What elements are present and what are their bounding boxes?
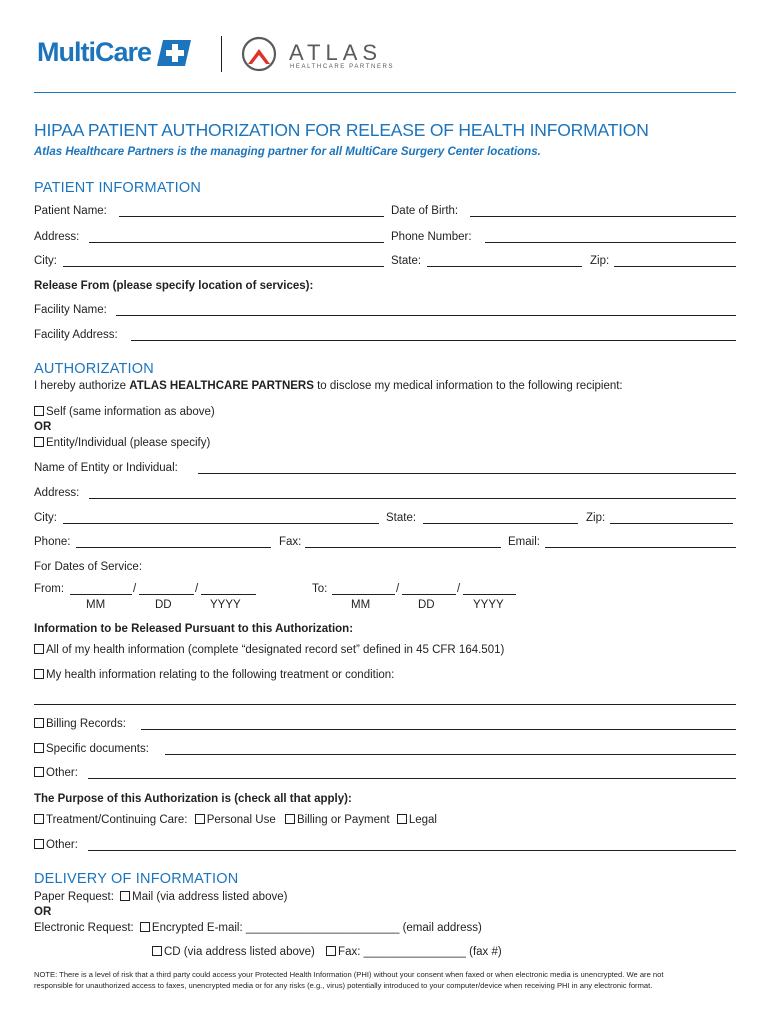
legal-checkbox[interactable] — [397, 814, 407, 824]
specific-documents-option[interactable] — [34, 742, 149, 756]
privacy-note-line-1: NOTE: There is a level of risk that a third party could access your Protected Health Information (PHI) without your consent when faxed or when electronic media is unencrypted. We are not — [34, 970, 664, 979]
specific-documents-checkbox[interactable] — [34, 743, 44, 753]
recipient-city-label: City: — [34, 512, 57, 524]
address-field[interactable] — [89, 242, 384, 243]
personal-use-checkbox[interactable] — [195, 814, 205, 824]
authorization-intro — [34, 379, 623, 393]
privacy-note-line-2: responsible for unauthorized access to faxes, unencrypted media or for any risks (e.g., virus) potentially introduced to your computer/device when receiving PHI in any electronic format. — [34, 981, 653, 990]
paper-request-row — [34, 890, 287, 904]
other-info-option[interactable] — [34, 766, 78, 780]
phone-number-label: Phone Number: — [391, 231, 472, 243]
fax-checkbox[interactable] — [326, 946, 336, 956]
multicare-wordmark: MultiCare — [37, 37, 152, 67]
dob-field[interactable] — [470, 216, 736, 217]
section-authorization: AUTHORIZATION — [34, 361, 154, 377]
personal-use-label: Personal Use — [206, 814, 276, 826]
from-mm-field[interactable] — [70, 594, 132, 595]
recipient-city-field[interactable] — [63, 523, 379, 524]
from-slash-1: / — [133, 583, 137, 595]
recipient-state-field[interactable] — [423, 523, 578, 524]
mail-label: Mail (via address listed above) — [132, 891, 288, 903]
treatment-checkbox[interactable] — [34, 814, 44, 824]
purpose-other-label: Other: — [46, 839, 78, 851]
recipient-fax-field[interactable] — [305, 547, 501, 548]
condition-checkbox[interactable] — [34, 669, 44, 679]
recipient-phone-field[interactable] — [76, 547, 271, 548]
all-records-label: All of my health information (complete “designated record set” defined in 45 CFR 164.501) — [46, 644, 505, 656]
or-label: OR — [34, 421, 52, 433]
atlas-subtitle: HEALTHCARE PARTNERS — [290, 64, 395, 70]
other-info-field[interactable] — [88, 778, 736, 779]
legal-label: Legal — [408, 814, 437, 826]
mail-checkbox[interactable] — [120, 891, 130, 901]
recipient-zip-field[interactable] — [610, 523, 733, 524]
zip-field[interactable] — [614, 266, 736, 267]
electronic-request-label: Electronic Request: — [34, 922, 134, 934]
from-dd-caption: DD — [155, 599, 172, 611]
purpose-other-option[interactable] — [34, 838, 78, 852]
condition-label: My health information relating to the following treatment or condition: — [46, 669, 395, 681]
recipient-address-field[interactable] — [89, 498, 736, 499]
facility-address-field[interactable] — [131, 340, 736, 341]
to-dd-caption: DD — [418, 599, 435, 611]
all-records-checkbox[interactable] — [34, 644, 44, 654]
to-slash-1: / — [396, 583, 400, 595]
billing-records-checkbox[interactable] — [34, 718, 44, 728]
release-from-label: Release From (please specify location of services): — [34, 280, 314, 292]
patient-name-field[interactable] — [119, 216, 384, 217]
treatment-label: Treatment/Continuing Care: — [46, 814, 188, 826]
all-records-option[interactable] — [34, 643, 504, 657]
multicare-cross-icon — [157, 40, 191, 66]
to-dd-field[interactable] — [402, 594, 456, 595]
from-dd-field[interactable] — [139, 594, 194, 595]
encrypted-email-checkbox[interactable] — [140, 922, 150, 932]
page-title: HIPAA PATIENT AUTHORIZATION FOR RELEASE OF HEALTH INFORMATION — [34, 120, 649, 140]
recipient-zip-label: Zip: — [586, 512, 606, 524]
header-rule — [34, 92, 736, 93]
section-delivery: DELIVERY OF INFORMATION — [34, 871, 239, 887]
paper-request-label: Paper Request: — [34, 891, 114, 903]
billing-records-field[interactable] — [141, 729, 736, 730]
phone-number-field[interactable] — [485, 242, 736, 243]
cd-checkbox[interactable] — [152, 946, 162, 956]
state-label: State: — [391, 255, 422, 267]
self-option[interactable] — [34, 405, 215, 419]
to-yyyy-caption: YYYY — [473, 599, 504, 611]
atlas-wordmark: ATLAS — [289, 40, 383, 65]
facility-name-label: Facility Name: — [34, 304, 107, 316]
purpose-heading: The Purpose of this Authorization is (check all that apply): — [34, 793, 352, 805]
purpose-other-checkbox[interactable] — [34, 839, 44, 849]
fax-label: Fax: ________________ (fax #) — [338, 946, 502, 958]
facility-name-field[interactable] — [116, 315, 736, 316]
specific-documents-label: Specific documents: — [46, 743, 149, 755]
from-slash-2: / — [195, 583, 199, 595]
intro-bold: ATLAS HEALTHCARE PARTNERS — [129, 380, 314, 392]
entity-option[interactable] — [34, 436, 210, 450]
purpose-options — [34, 813, 437, 827]
header-divider — [221, 36, 222, 72]
cd-label: CD (via address listed above) — [164, 946, 315, 958]
from-mm-caption: MM — [86, 599, 106, 611]
patient-name-label: Patient Name: — [34, 205, 107, 217]
intro-post: to disclose my medical information to the following recipient: — [313, 380, 623, 392]
billing-payment-label: Billing or Payment — [296, 814, 390, 826]
cd-fax-row — [152, 945, 502, 959]
recipient-email-label: Email: — [508, 536, 540, 548]
encrypted-email-label: Encrypted E-mail: ________________________ (email address) — [151, 922, 482, 934]
billing-records-option[interactable] — [34, 717, 126, 731]
recipient-address-label: Address: — [34, 487, 80, 499]
multicare-logo — [37, 37, 191, 71]
to-mm-caption: MM — [351, 599, 371, 611]
atlas-logo-icon — [239, 36, 279, 77]
section-patient-information: PATIENT INFORMATION — [34, 180, 202, 196]
purpose-other-field[interactable] — [88, 850, 736, 851]
to-slash-2: / — [457, 583, 461, 595]
dob-label: Date of Birth: — [391, 205, 459, 217]
condition-field[interactable] — [34, 704, 736, 705]
entity-name-label: Name of Entity or Individual: — [34, 462, 178, 474]
billing-payment-checkbox[interactable] — [285, 814, 295, 824]
recipient-email-field[interactable] — [545, 547, 736, 548]
to-mm-field[interactable] — [332, 594, 395, 595]
to-yyyy-field[interactable] — [463, 594, 516, 595]
city-label: City: — [34, 255, 57, 267]
other-info-label: Other: — [46, 767, 78, 779]
from-yyyy-caption: YYYY — [210, 599, 241, 611]
city-field[interactable] — [63, 266, 384, 267]
recipient-state-label: State: — [386, 512, 417, 524]
dates-of-service-label: For Dates of Service: — [34, 561, 143, 573]
recipient-phone-label: Phone: — [34, 536, 71, 548]
condition-option[interactable] — [34, 668, 394, 682]
address-label: Address: — [34, 231, 80, 243]
specific-documents-field[interactable] — [165, 754, 736, 755]
from-label: From: — [34, 583, 65, 595]
entity-label: Entity/Individual (please specify) — [46, 437, 211, 449]
zip-label: Zip: — [590, 255, 610, 267]
intro-pre: I hereby authorize — [34, 380, 130, 392]
privacy-note — [34, 969, 738, 991]
electronic-request-row — [34, 921, 482, 935]
info-released-heading: Information to be Released Pursuant to this Authorization: — [34, 623, 354, 635]
from-yyyy-field[interactable] — [201, 594, 256, 595]
self-checkbox[interactable] — [34, 406, 44, 416]
self-label: Self (same information as above) — [46, 406, 215, 418]
page-subtitle: Atlas Healthcare Partners is the managing partner for all MultiCare Surgery Center locations. — [34, 146, 541, 158]
billing-records-label: Billing Records: — [46, 718, 126, 730]
entity-checkbox[interactable] — [34, 437, 44, 447]
facility-address-label: Facility Address: — [34, 329, 118, 341]
entity-name-field[interactable] — [198, 473, 736, 474]
delivery-or-label: OR — [34, 906, 52, 918]
to-label: To: — [312, 583, 328, 595]
recipient-fax-label: Fax: — [279, 536, 302, 548]
state-field[interactable] — [427, 266, 582, 267]
other-info-checkbox[interactable] — [34, 767, 44, 777]
